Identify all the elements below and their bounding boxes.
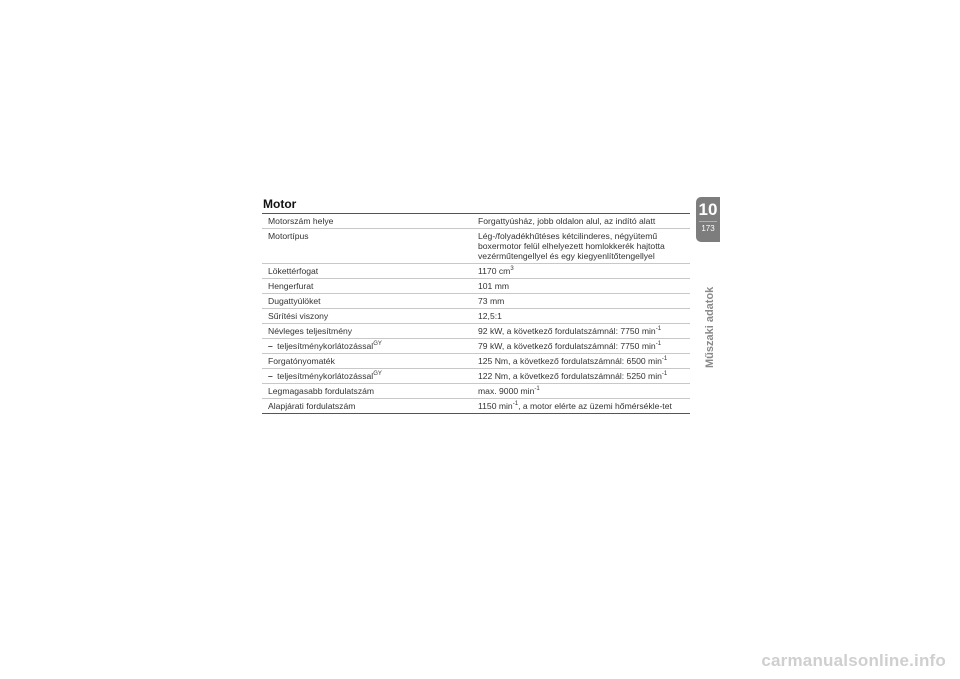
value-text: 1170 cm (478, 266, 511, 276)
value-superscript: 3 (510, 266, 514, 272)
row-label: Lökettérfogat (262, 264, 474, 279)
row-label: Motortípus (262, 229, 474, 264)
row-value: 12,5:1 (474, 309, 690, 324)
row-value: Lég-/folyadékhűtéses kétcilinderes, négyütemű boxermotor felül elhelyezett homlokkerék hajtotta vezérműtengellyel és egy kiegyenlítőtengellyel (474, 229, 690, 264)
table-row (262, 399, 690, 414)
row-label: Alapjárati fordulatszám (268, 401, 356, 411)
section-title: Motor (263, 197, 297, 211)
table-row (262, 369, 690, 384)
row-label: Forgatónyomaték (262, 354, 474, 369)
row-label: Hengerfurat (262, 279, 474, 294)
dash-marker: – (268, 341, 273, 351)
row-label (262, 339, 474, 354)
row-value: 101 mm (474, 279, 690, 294)
row-value (474, 264, 690, 279)
value-superscript: -1 (661, 371, 668, 377)
label-text: teljesítménykorlátozással (277, 371, 374, 381)
value-superscript: -1 (655, 341, 662, 347)
label-superscript: GY (373, 341, 382, 347)
row-value (474, 369, 690, 384)
chapter-divider (699, 221, 717, 222)
table-row (262, 384, 690, 399)
table-row (262, 354, 690, 369)
table-row (262, 279, 690, 294)
value-suffix: , a motor elérte az üzemi hőmérsékle-tet (518, 401, 672, 411)
table-row (262, 309, 690, 324)
watermark: carmanualsonline.info (761, 651, 946, 670)
motor-spec-table (262, 213, 690, 414)
table-row (262, 294, 690, 309)
value-text: 125 Nm, a következő fordulatszámnál: 6500 min (478, 356, 662, 366)
chapter-side-title: Műszaki adatok (704, 286, 716, 368)
chapter-tab (696, 197, 720, 242)
value-text: max. 9000 min (478, 386, 535, 396)
value-superscript: -1 (655, 326, 662, 332)
table-row (262, 214, 690, 229)
row-value (474, 339, 690, 354)
value-text: 92 kW, a következő fordulatszámnál: 7750 min (478, 326, 656, 336)
row-value (474, 399, 690, 414)
value-text: 1150 min (478, 401, 513, 411)
table-row (262, 324, 690, 339)
label-text: teljesítménykorlátozással (277, 341, 374, 351)
chapter-number: 10 (698, 200, 718, 219)
value-superscript: -1 (512, 401, 519, 407)
row-label: Legmagasabb fordulatszám (262, 384, 474, 399)
row-value (474, 384, 690, 399)
row-value (474, 324, 690, 339)
row-value: 73 mm (474, 294, 690, 309)
row-label: Motorszám helye (262, 214, 474, 229)
row-label: Névleges teljesítmény (262, 324, 474, 339)
page-number: 173 (701, 224, 715, 233)
value-text: 122 Nm, a következő fordulatszámnál: 5250 min (478, 371, 662, 381)
row-value (474, 354, 690, 369)
table-row (262, 339, 690, 354)
row-label: Sűrítési viszony (262, 309, 474, 324)
label-superscript: GY (373, 371, 382, 377)
table-row (262, 264, 690, 279)
row-label: Dugattyúlöket (262, 294, 474, 309)
dash-marker: – (268, 371, 273, 381)
table-row (262, 229, 690, 264)
value-text: 79 kW, a következő fordulatszámnál: 7750 min (478, 341, 656, 351)
value-superscript: -1 (534, 386, 540, 392)
row-label (262, 369, 474, 384)
value-superscript: -1 (661, 356, 668, 362)
row-value: Forgattyúsház, jobb oldalon alul, az indító alatt (474, 214, 690, 229)
